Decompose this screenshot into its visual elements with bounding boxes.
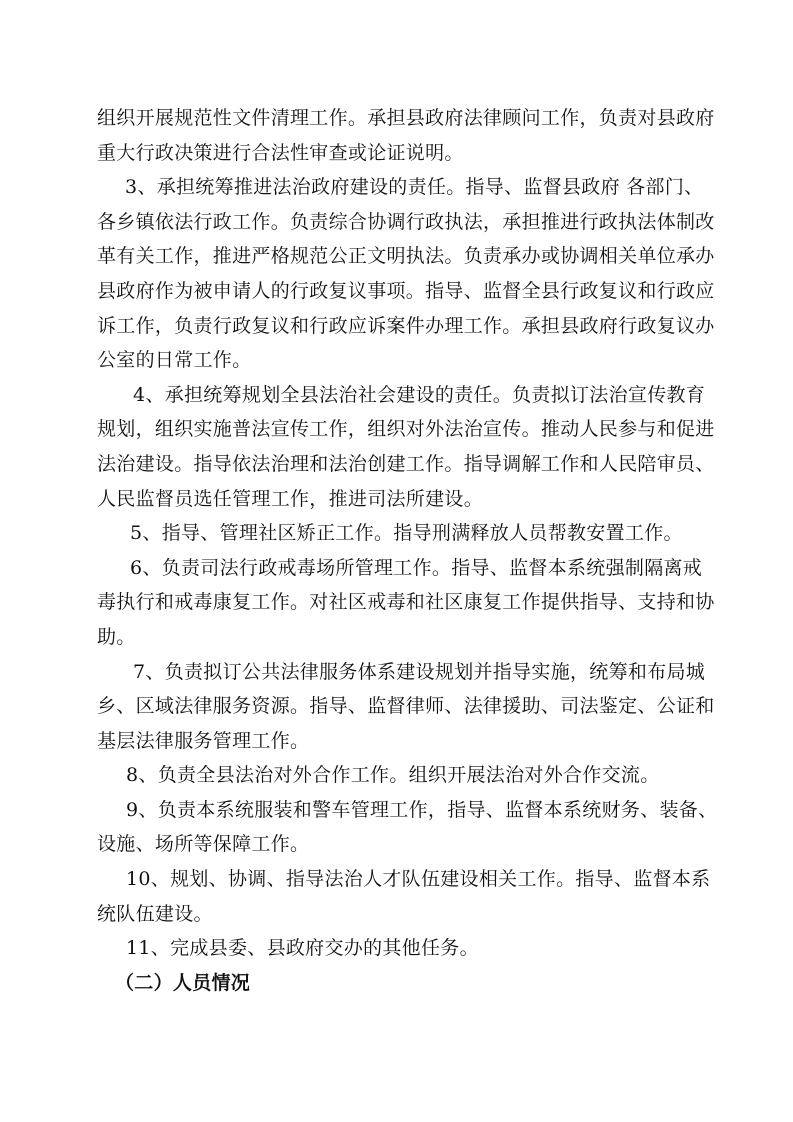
text-line: 设施、场所等保障工作。 bbox=[97, 833, 310, 856]
paragraph-item-9 bbox=[97, 793, 718, 862]
text-line: 8、负责全县法治对外合作工作。组织开展法治对外合作交流。 bbox=[126, 764, 660, 787]
text-line: 毒执行和戒毒康复工作。对社区戒毒和社区康复工作提供指导、支持和协 bbox=[97, 591, 715, 614]
section-heading: （二）人员情况 bbox=[115, 971, 251, 994]
paragraph-item-10 bbox=[97, 862, 711, 931]
text-line: 6、负责司法行政戒毒场所管理工作。指导、监督本系统强制隔离戒 bbox=[130, 556, 703, 579]
text-line: 11、完成县委、县政府交办的其他任务。 bbox=[126, 937, 479, 960]
text-line: 3、承担统筹推进法治政府建设的责任。指导、监督县政府 各部门、 bbox=[125, 176, 704, 199]
text-line: 组织开展规范性文件清理工作。承担县政府法律顾问工作，负责对县政府 bbox=[97, 107, 715, 129]
text-line: 乡、区域法律服务资源。指导、监督律师、法律援助、司法鉴定、公证和 bbox=[97, 695, 715, 718]
text-line: 诉工作，负责行政复议和行政应诉案件办理工作。承担县政府行政复议办 bbox=[97, 314, 715, 337]
text-line: 人民监督员选任管理工作，推进司法所建设。 bbox=[97, 487, 484, 510]
paragraph-item-5 bbox=[97, 516, 707, 551]
paragraph-item-3 bbox=[97, 170, 715, 378]
text-line: 法治建设。指导依法治理和法治创建工作。指导调解工作和人民陪审员、 bbox=[97, 452, 715, 475]
text-line: 县政府作为被申请人的行政复议事项。指导、监督全县行政复议和行政应 bbox=[97, 279, 715, 302]
text-line: 5、指导、管理社区矫正工作。指导刑满释放人员帮教安置工作。 bbox=[130, 522, 683, 545]
text-line: 各乡镇依法行政工作。负责综合协调行政执法，承担推进行政执法体制改 bbox=[97, 210, 715, 233]
text-line: 助。 bbox=[97, 625, 136, 648]
text-line: 公室的日常工作。 bbox=[97, 349, 252, 372]
document-page bbox=[97, 101, 718, 1000]
text-line: 革有关工作，推进严格规范公正文明执法。负责承办或协调相关单位承办 bbox=[97, 245, 715, 268]
paragraph-continuation bbox=[97, 101, 715, 170]
text-line: 10、规划、协调、指导法治人才队伍建设相关工作。指导、监督本系 bbox=[126, 868, 711, 891]
text-line: 9、负责本系统服装和警车管理工作，指导、监督本系统财务、装备、 bbox=[126, 798, 718, 821]
text-line: 统队伍建设。 bbox=[97, 902, 213, 925]
text-line: 规划，组织实施普法宣传工作，组织对外法治宣传。推动人民参与和促进 bbox=[97, 418, 715, 441]
paragraph-item-11 bbox=[97, 931, 707, 966]
paragraph-item-6 bbox=[97, 551, 715, 655]
paragraph-item-4 bbox=[97, 378, 715, 516]
text-line: 7、负责拟订公共法律服务体系建设规划并指导实施，统筹和布局城 bbox=[133, 660, 706, 683]
text-line: 重大行政决策进行合法性审查或论证说明。 bbox=[97, 141, 464, 164]
text-line: 基层法律服务管理工作。 bbox=[97, 729, 310, 752]
paragraph-item-8 bbox=[97, 758, 707, 793]
text-line: 4、承担统筹规划全县法治社会建设的责任。负责拟订法治宣传教育 bbox=[133, 383, 706, 406]
paragraph-item-7 bbox=[97, 655, 715, 759]
